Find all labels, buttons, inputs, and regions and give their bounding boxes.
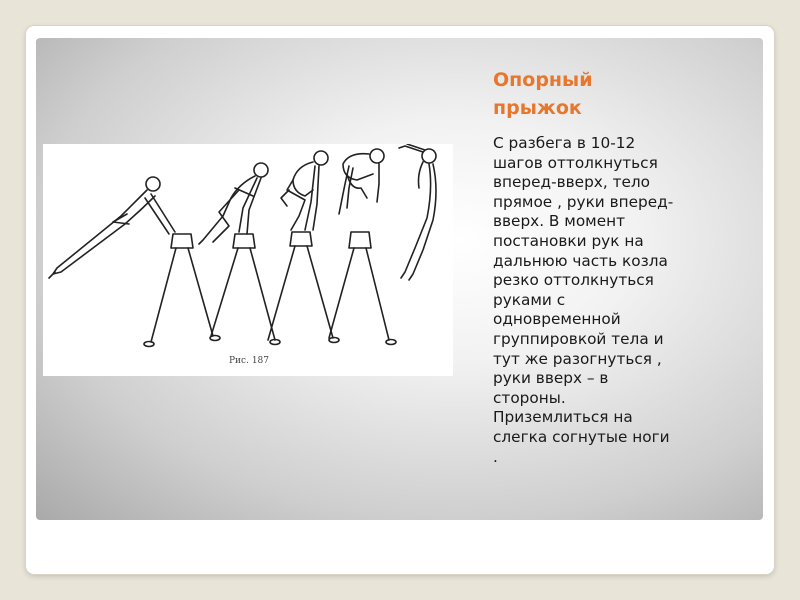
slide-body-text: С разбега в 10-12 шагов оттолкнуться вперед-вверх, тело прямое , руки вперед- вверх. В момент постановки рук на дальнюю часть козла резко оттолкнуться руками с одновременной группировкой тела и тут же разогнуться , руки вверх – в стороны. Приземлиться на слегка согнутые ноги . xyxy=(493,134,674,466)
gymnast-phase-4 xyxy=(339,149,384,214)
vaulting-horse xyxy=(329,232,396,345)
gymnast-phase-5 xyxy=(399,144,436,280)
gymnast-phase-2 xyxy=(199,163,268,244)
vaulting-horse xyxy=(268,232,339,343)
ground-marks xyxy=(49,272,55,278)
gymnast-phase-3 xyxy=(281,151,328,230)
vaulting-horse xyxy=(211,234,280,345)
vault-illustration xyxy=(43,144,453,376)
gymnast-phase-1 xyxy=(53,177,175,274)
slide-frame xyxy=(26,26,774,574)
vault-sequence-drawing xyxy=(43,144,453,376)
slide-content xyxy=(36,38,763,520)
slide-title: Опорный прыжок xyxy=(493,69,593,119)
vaulting-horse xyxy=(144,234,220,347)
figure-caption: Рис. 187 xyxy=(229,356,269,366)
